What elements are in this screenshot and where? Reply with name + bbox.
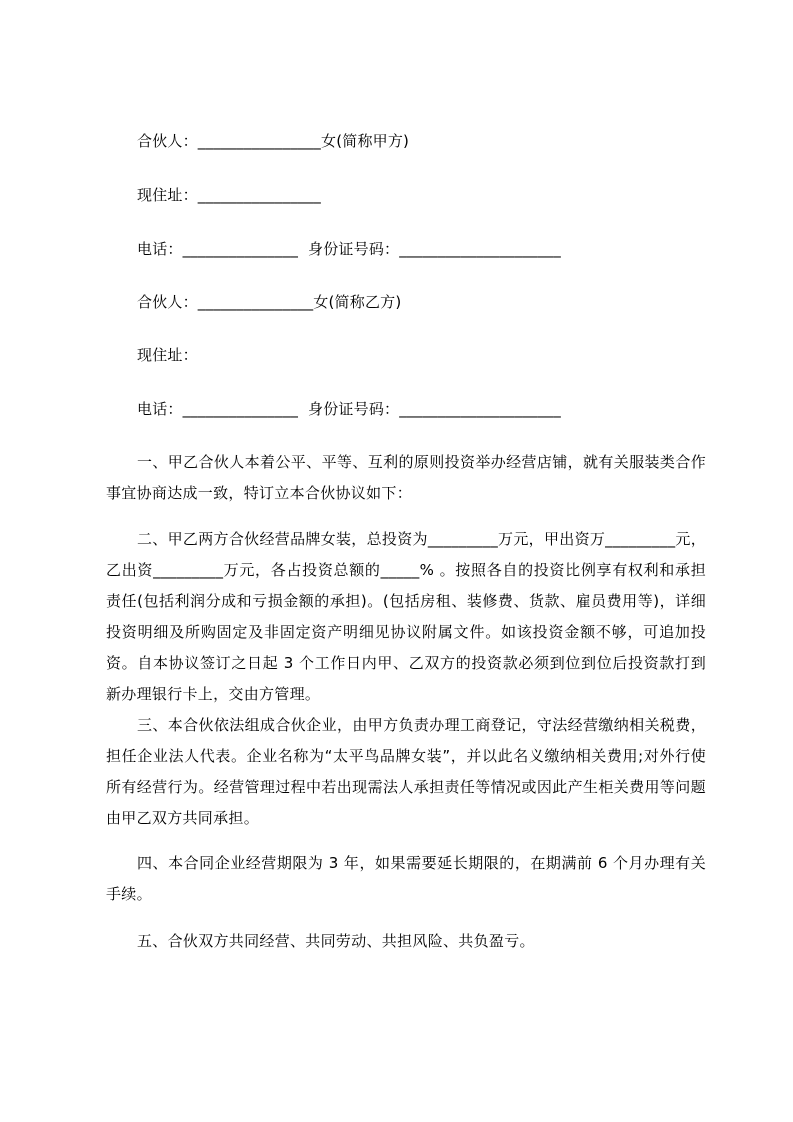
clause-5-text: 五、合伙双方共同经营、共同劳动、共担风险、共负盈亏。 xyxy=(137,932,535,950)
address-b-line: 现住址： xyxy=(137,346,198,364)
clause-2-text: 二、甲乙两方合伙经营品牌女装，总投资为_________万元，甲出资万_________元，乙出资_________万元，各占投资总额的_____% 。按照各自的投资比例享有权利和承担责任(包括利润分成和亏损金额的承担)。(包括房租、装修费、货款、雇员费用等)，详细投资明细及所购固定及非固定资产明细见协议附属文件。如该投资金额不够，可追加投资。自本协议签订之日起 3 个工作日内甲、乙双方的投资款必须到位到位后投资款打到新办理银行卡上，交由方管理。 xyxy=(106,530,706,703)
address-a-line: 现住址：________________ xyxy=(137,186,322,204)
clause-3-text: 三、本合伙依法组成合伙企业，由甲方负责办理工商登记，守法经营缴纳相关税费，担任企业法人代表。企业名称为“太平鸟品牌女装”，并以此名义缴纳相关费用;对外行使所有经营行为。经营管理过程中若出现需法人承担责任等情况或因此产生柜关费用等问题由甲乙双方共同承担。 xyxy=(106,716,706,827)
phone-id-a-line: 电话：_______________ 身份证号码：_____________________ xyxy=(137,240,561,258)
clause-1 xyxy=(106,447,706,509)
phone-id-b-line: 电话：_______________ 身份证号码：_____________________ xyxy=(137,400,561,418)
clause-5 xyxy=(106,926,706,957)
partner-b-line: 合伙人：_______________女(简称乙方) xyxy=(137,293,402,311)
clause-3 xyxy=(106,710,706,834)
clause-2 xyxy=(106,524,706,710)
clause-4 xyxy=(106,848,706,910)
clause-4-text: 四、本合同企业经营期限为 3 年，如果需要延长期限的，在期满前 6 个月办理有关手续。 xyxy=(106,854,706,903)
partner-a-line: 合伙人：________________女(简称甲方) xyxy=(137,132,410,150)
clause-1-text: 一、甲乙合伙人本着公平、平等、互利的原则投资举办经营店铺，就有关服装类合作事宜协商达成一致，特订立本合伙协议如下： xyxy=(106,453,706,502)
